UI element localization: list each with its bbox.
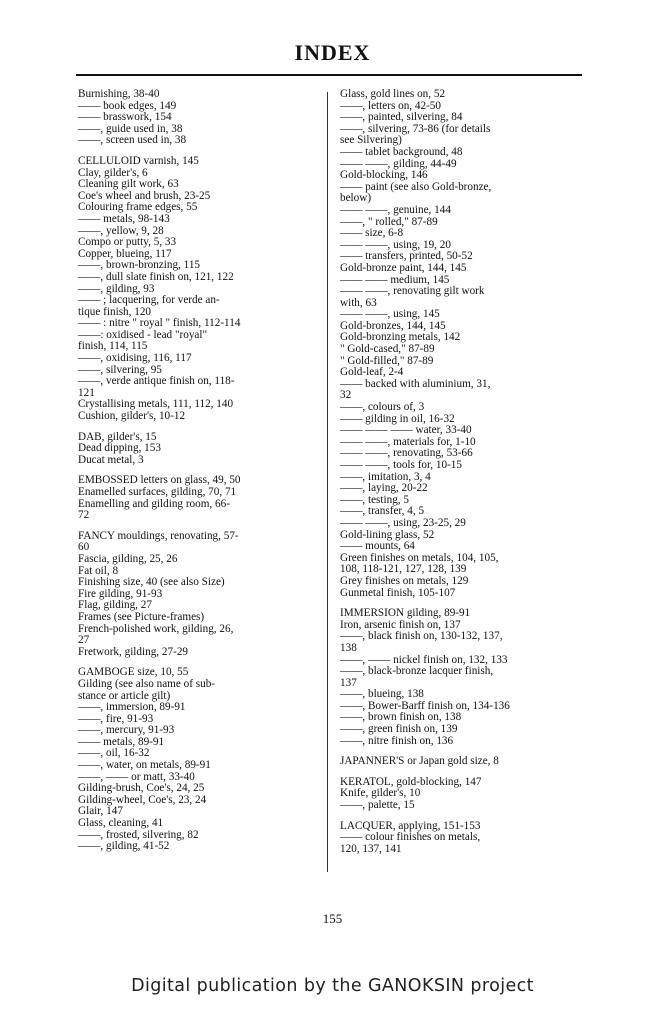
index-entry: ——, Bower-Barff finish on, 134-136	[340, 699, 510, 712]
index-entry: finish, 114, 115	[78, 340, 148, 353]
index-entry: ——, oxidising, 116, 117	[78, 352, 192, 365]
index-entry: ——, silvering, 73-86 (for details	[340, 122, 491, 135]
index-entry: Fretwork, gilding, 27-29	[78, 645, 189, 658]
index-entry: 108, 118-121, 127, 128, 139	[340, 563, 467, 576]
index-entry: —— : nitre " royal " finish, 112-114	[78, 317, 241, 330]
title-rule	[76, 74, 582, 76]
index-entry: —— brasswork, 154	[78, 111, 172, 124]
index-entry: ——, gilding, 93	[78, 282, 155, 295]
index-entry: —— transfers, printed, 50-52	[340, 250, 473, 263]
column-divider	[327, 92, 328, 872]
page-number: 155	[322, 911, 343, 926]
index-entry: —— tablet background, 48	[340, 145, 463, 158]
index-entry: ——, frosted, silvering, 82	[78, 828, 199, 841]
index-entry: Iron, arsenic finish on, 137	[340, 618, 461, 631]
index-entry: 72	[78, 509, 90, 522]
index-entry: ——, —— nickel finish on, 132, 133	[340, 653, 508, 666]
index-entry: 121	[78, 386, 95, 399]
index-entry: Gunmetal finish, 105-107	[340, 586, 456, 599]
index-entry: DAB, gilder's, 15	[78, 430, 157, 443]
index-entry: ——: oxidised - lead "royal"	[78, 328, 208, 341]
index-entry: Finishing size, 40 (see also Size)	[78, 576, 225, 589]
index-entry: Gold-leaf, 2-4	[340, 366, 404, 379]
index-entry: —— metals, 89-91	[78, 735, 165, 748]
index-entry: ——, immersion, 89-91	[78, 701, 186, 714]
index-entry: —— ——, using, 23-25, 29	[340, 516, 466, 529]
page-title: INDEX	[294, 40, 371, 65]
index-entry: Burnishing, 38-40	[78, 88, 160, 100]
index-entry: Gold-bronzes, 144, 145	[340, 319, 446, 332]
index-entry: " Gold-cased," 87-89	[340, 343, 435, 356]
index-entry: ——, yellow, 9, 28	[78, 224, 164, 237]
index-entry: FANCY mouldings, renovating, 57-	[78, 529, 239, 542]
index-entry: Enamelled surfaces, gilding, 70, 71	[78, 486, 237, 498]
index-entry: Glass, cleaning, 41	[78, 817, 164, 830]
index-entry: ——, mercury, 91-93	[78, 724, 175, 737]
index-entry: ——, screen used in, 38	[78, 134, 187, 147]
index-entry: ——, green finish on, 139	[340, 723, 458, 736]
index-entry: Glass, gold lines on, 52	[340, 88, 446, 100]
index-entry: ——, testing, 5	[340, 493, 409, 506]
index-entry: ——, black-bronze lacquer finish,	[340, 665, 494, 678]
index-entry: ——, painted, silvering, 84	[340, 111, 463, 124]
index-entry: Gold-bronzing metals, 142	[340, 331, 461, 344]
index-entry: Fascia, gilding, 25, 26	[78, 552, 178, 565]
index-entry: —— paint (see also Gold-bronze,	[340, 180, 492, 193]
index-entry: Fire gilding, 91-93	[78, 587, 163, 600]
index-entry: Fat oil, 8	[78, 564, 119, 577]
index-entry: Dead dipping, 153	[78, 442, 161, 455]
index-entry: Cleaning gilt work, 63	[78, 178, 179, 191]
index-entry: Grey finishes on metals, 129	[340, 574, 469, 587]
index-entry: Enamelling and gilding room, 66-	[78, 497, 230, 510]
index-entry: —— gilding in oil, 16-32	[340, 412, 455, 425]
index-entry: ——, oil, 16-32	[78, 747, 150, 760]
index-entry: Gilding-brush, Coe's, 24, 25	[78, 782, 205, 795]
index-entry: Clay, gilder's, 6	[78, 166, 148, 179]
index-entry: ——, blueing, 138	[340, 688, 424, 701]
index-entry: —— ——, renovating gilt work	[340, 285, 485, 298]
index-entry: —— —— —— water, 33-40	[340, 424, 472, 437]
index-entry: 60	[78, 541, 90, 554]
index-entry: 27	[78, 634, 90, 647]
index-entry: tique finish, 120	[78, 305, 152, 318]
index-entry: —— ——, genuine, 144	[340, 203, 451, 216]
index-entry: ——, palette, 15	[340, 799, 415, 812]
index-entry: see Silvering)	[340, 134, 402, 147]
index-entry: 137	[340, 676, 357, 689]
index-entry: with, 63	[340, 296, 377, 309]
index-entry: IMMERSION gilding, 89-91	[340, 607, 471, 620]
index-entry: CELLULOID varnish, 145	[78, 154, 199, 167]
index-entry: ——, laying, 20-22	[340, 482, 428, 495]
index-entry: —— mounts, 64	[340, 540, 415, 553]
index-entry: ——, dull slate finish on, 121, 122	[78, 270, 234, 283]
index-entry: Coe's wheel and brush, 23-25	[78, 189, 211, 202]
index-entry: ——, brown finish on, 138	[340, 711, 462, 724]
index-column-left	[78, 89, 330, 853]
index-entry: —— colour finishes on metals,	[340, 831, 481, 844]
index-entry: —— ; lacquering, for verde an-	[78, 294, 220, 307]
index-column-right	[340, 89, 592, 855]
index-entry: ——, brown-bronzing, 115	[78, 259, 201, 272]
index-entry: ——, colours of, 3	[340, 401, 425, 414]
index-entry: ——, —— or matt, 33-40	[78, 770, 195, 783]
index-entry: ——, silvering, 95	[78, 363, 162, 376]
index-entry: Gilding-wheel, Coe's, 23, 24	[78, 793, 207, 806]
index-entry: —— size, 6-8	[340, 227, 404, 240]
index-entry: Glair, 147	[78, 805, 123, 818]
index-entry: JAPANNER'S or Japan gold size, 8	[340, 755, 499, 768]
index-entry: Knife, gilder's, 10	[340, 787, 421, 800]
index-entry: ——, guide used in, 38	[78, 122, 183, 135]
index-entry: 32	[340, 389, 352, 402]
index-entry: Cushion, gilder's, 10-12	[78, 410, 186, 423]
index-entry: —— metals, 98-143	[78, 212, 170, 225]
index-entry: below)	[340, 192, 372, 205]
index-entry: Frames (see Picture-frames)	[78, 610, 205, 623]
index-entry: 138	[340, 641, 357, 654]
index-entry: Gilding (see also name of sub-	[78, 677, 216, 690]
index-entry: —— ——, materials for, 1-10	[340, 435, 476, 448]
index-entry: —— ——, using, 145	[340, 308, 440, 321]
index-entry: ——, imitation, 3, 4	[340, 470, 431, 483]
index-entry: Gold-bronze paint, 144, 145	[340, 261, 467, 274]
index-entry: ——, water, on metals, 89-91	[78, 759, 211, 772]
index-entry: —— ——, renovating, 53-66	[340, 447, 473, 460]
index-entry: 120, 137, 141	[340, 842, 402, 855]
index-entry: KERATOL, gold-blocking, 147	[340, 775, 482, 788]
index-entry: " Gold-filled," 87-89	[340, 354, 434, 367]
index-entry: Gold-blocking, 146	[340, 169, 428, 182]
index-entry: Flag, gilding, 27	[78, 599, 152, 612]
index-entry: Colouring frame edges, 55	[78, 201, 198, 214]
index-entry: EMBOSSED letters on glass, 49, 50	[78, 474, 241, 487]
index-entry: ——, fire, 91-93	[78, 712, 154, 725]
index-entry: LACQUER, applying, 151-153	[340, 819, 481, 832]
index-entry: ——, letters on, 42-50	[340, 99, 441, 112]
index-entry: Compo or putty, 5, 33	[78, 236, 177, 249]
index-entry: ——, " rolled," 87-89	[340, 215, 438, 228]
index-entry: GAMBOGE size, 10, 55	[78, 666, 189, 679]
index-entry: French-polished work, gilding, 26,	[78, 622, 234, 635]
index-entry: Copper, blueing, 117	[78, 247, 172, 260]
index-entry: —— ——, tools for, 10-15	[340, 459, 462, 471]
index-entry: Green finishes on metals, 104, 105,	[340, 551, 499, 564]
index-entry: stance or article gilt)	[78, 689, 171, 702]
index-entry: ——, black finish on, 130-132, 137,	[340, 630, 503, 643]
index-entry: ——, nitre finish on, 136	[340, 734, 454, 747]
index-entry: —— ——, gilding, 44-49	[340, 157, 457, 170]
index-entry: —— —— medium, 145	[340, 273, 450, 286]
index-entry: —— backed with aluminium, 31,	[340, 377, 491, 390]
index-entry: ——, transfer, 4, 5	[340, 505, 425, 518]
index-entry: Crystallising metals, 111, 112, 140	[78, 398, 234, 411]
index-entry: —— book edges, 149	[78, 99, 177, 112]
index-entry: —— ——, using, 19, 20	[340, 238, 451, 251]
index-entry: ——, gilding, 41-52	[78, 840, 170, 853]
index-entry: Ducat metal, 3	[78, 453, 144, 466]
footer-credit: Digital publication by the GANOKSIN project	[131, 976, 534, 996]
index-entry: ——, verde antique finish on, 118-	[78, 375, 235, 388]
index-entry: Gold-lining glass, 52	[340, 528, 435, 541]
